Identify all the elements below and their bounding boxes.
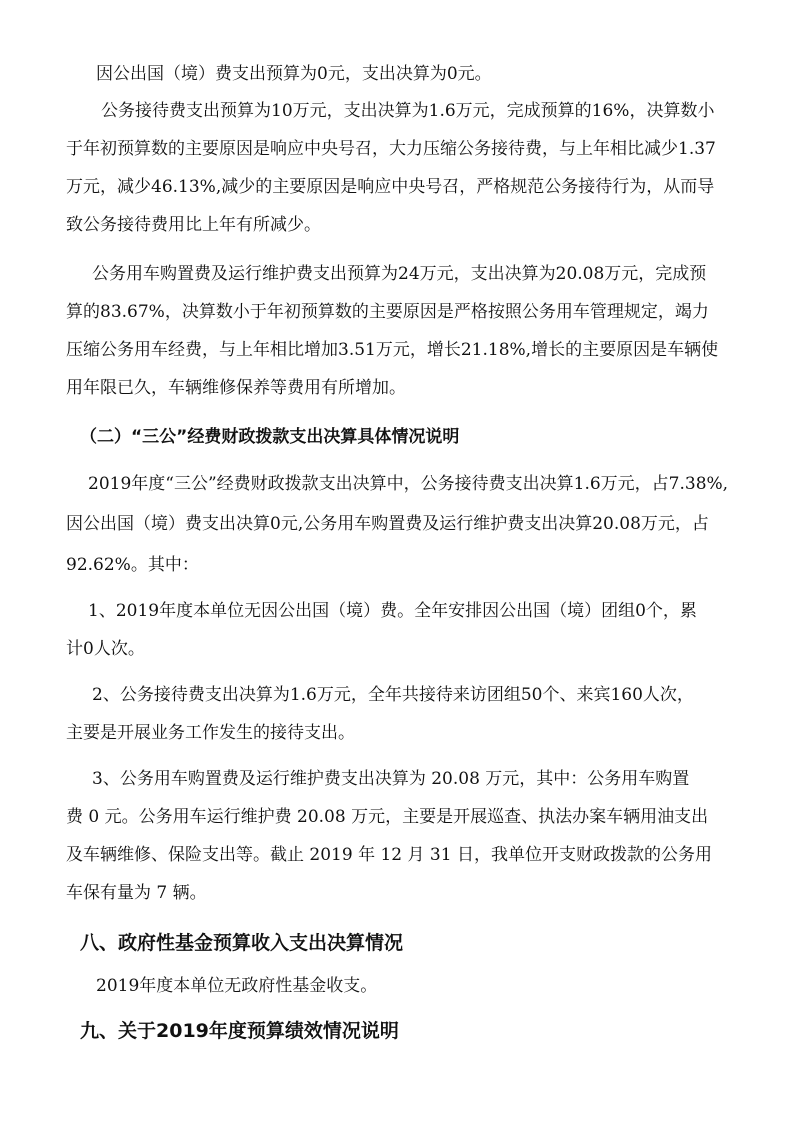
paragraph-line: 92.62%。其中： bbox=[66, 555, 199, 575]
paragraph-line: 用年限已久，车辆维修保养等费用有所增加。 bbox=[66, 378, 406, 398]
chapter-heading: 八、政府性基金预算收入支出决算情况 bbox=[80, 932, 404, 954]
list-item-line: 3、公务用车购置费及运行维护费支出决算为 20.08 万元，其中：公务用车购置 bbox=[92, 769, 690, 789]
list-item-line: 2、公务接待费支出决算为1.6万元，全年共接待来访团组50个、来宾160人次， bbox=[92, 685, 694, 705]
list-item-line: 1、2019年度本单位无因公出国（境）费。全年安排因公出国（境）团组0个，累 bbox=[88, 601, 697, 621]
list-item-line: 及车辆维修、保险支出等。截止 2019 年 12 月 31 日，我单位开支财政拨款的公务用 bbox=[66, 845, 712, 865]
paragraph-line: 2019年度本单位无政府性基金收支。 bbox=[96, 976, 378, 996]
list-item-line: 费 0 元。公务用车运行维护费 20.08 万元，主要是开展巡查、执法办案车辆用油支出 bbox=[66, 807, 709, 827]
section-heading: （二）“三公”经费财政拨款支出决算具体情况说明 bbox=[80, 427, 460, 447]
paragraph-line: 于年初预算数的主要原因是响应中央号召，大力压缩公务接待费，与上年相比减少1.37 bbox=[66, 139, 716, 159]
chapter-heading: 九、关于2019年度预算绩效情况说明 bbox=[80, 1020, 399, 1042]
paragraph-line: 万元，减少46.13%,减少的主要原因是响应中央号召，严格规范公务接待行为，从而导 bbox=[66, 177, 715, 197]
paragraph-line: 2019年度“三公”经费财政拨款支出决算中，公务接待费支出决算1.6万元，占7.38%, bbox=[88, 474, 729, 494]
list-item-line: 车保有量为 7 辆。 bbox=[66, 883, 207, 903]
paragraph-line: 公务用车购置费及运行维护费支出预算为24万元，支出决算为20.08万元，完成预 bbox=[92, 264, 707, 284]
paragraph-line: 因公出国（境）费支出决算0元,公务用车购置费及运行维护费支出决算20.08万元，占 bbox=[66, 514, 709, 534]
paragraph-line: 因公出国（境）费支出预算为0元，支出决算为0元。 bbox=[96, 64, 492, 84]
paragraph-line: 公务接待费支出预算为10万元，支出决算为1.6万元，完成预算的16%，决算数小 bbox=[101, 101, 715, 121]
paragraph-line: 致公务接待费用比上年有所减少。 bbox=[66, 215, 321, 235]
list-item-line: 主要是开展业务工作发生的接待支出。 bbox=[66, 723, 355, 743]
paragraph-line: 算的83.67%，决算数小于年初预算数的主要原因是严格按照公务用车管理规定，竭力 bbox=[66, 302, 709, 322]
list-item-line: 计0人次。 bbox=[66, 639, 145, 659]
paragraph-line: 压缩公务用车经费，与上年相比增加3.51万元，增长21.18%,增长的主要原因是车辆使 bbox=[66, 340, 719, 360]
